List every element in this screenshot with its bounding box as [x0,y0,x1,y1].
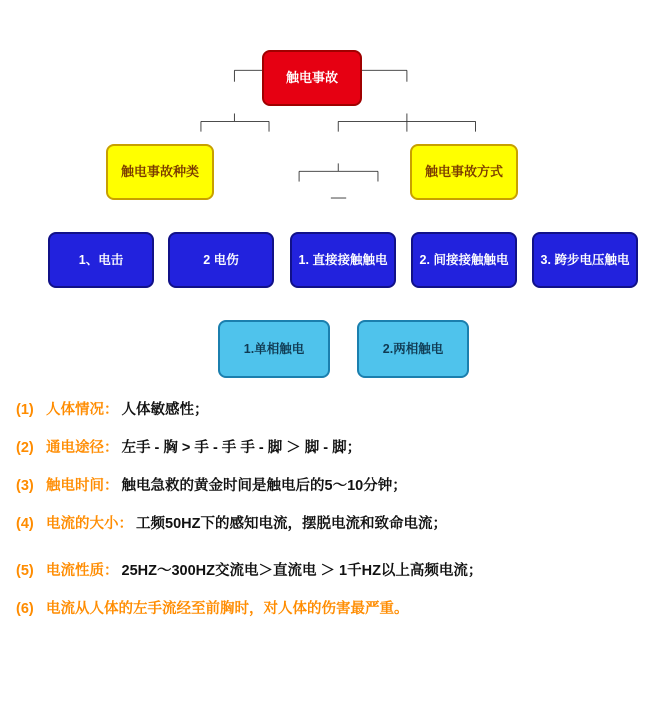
note-item-6 [0,597,664,618]
note-label-2: 通电途径： [46,440,119,456]
note-item-4 [0,512,664,533]
notes-list [0,398,664,635]
note-item-1 [0,398,664,419]
note-label-5: 电流性质： [46,563,119,579]
node-electric-shock[interactable]: 1、电击 [48,232,154,288]
node-direct-contact[interactable]: 1. 直接接触触电 [290,232,396,288]
note-text-3: 触电急救的黄金时间是触电后的5～10分钟； [121,478,407,494]
note-text-2: 左手 - 胸 > 手 - 手 手 - 脚 ＞ 脚 - 脚； [121,440,362,456]
note-text-4: 工频50HZ下的感知电流，摆脱电流和致命电流； [136,516,447,532]
note-item-2 [0,436,664,457]
note-number-5: (5) [16,563,34,579]
node-root[interactable]: 触电事故 [262,50,362,106]
note-item-3 [0,474,664,495]
note-number-3: (3) [16,478,34,494]
note-text-1: 人体敏感性； [121,402,209,418]
note-number-2: (2) [16,440,34,456]
note-label-6: 电流从人体的左手流经至前胸时，对人体的伤害最严重。 [46,601,409,617]
note-number-6: (6) [16,601,34,617]
note-item-5 [0,559,664,580]
node-indirect-contact[interactable]: 2. 间接接触触电 [411,232,517,288]
node-electric-injury[interactable]: 2 电伤 [168,232,274,288]
node-accident-kinds[interactable]: 触电事故种类 [106,144,214,200]
note-text-5: 25HZ～300HZ交流电＞直流电 ＞ 1千HZ以上高频电流； [121,563,483,579]
node-single-phase[interactable]: 1.单相触电 [218,320,330,378]
note-label-1: 人体情况： [46,402,119,418]
note-label-4: 电流的大小： [46,516,133,532]
note-label-3: 触电时间： [46,478,119,494]
note-number-1: (1) [16,402,34,418]
note-number-4: (4) [16,516,34,532]
node-step-voltage[interactable]: 3. 跨步电压触电 [532,232,638,288]
node-accident-ways[interactable]: 触电事故方式 [410,144,518,200]
node-two-phase[interactable]: 2.两相触电 [357,320,469,378]
